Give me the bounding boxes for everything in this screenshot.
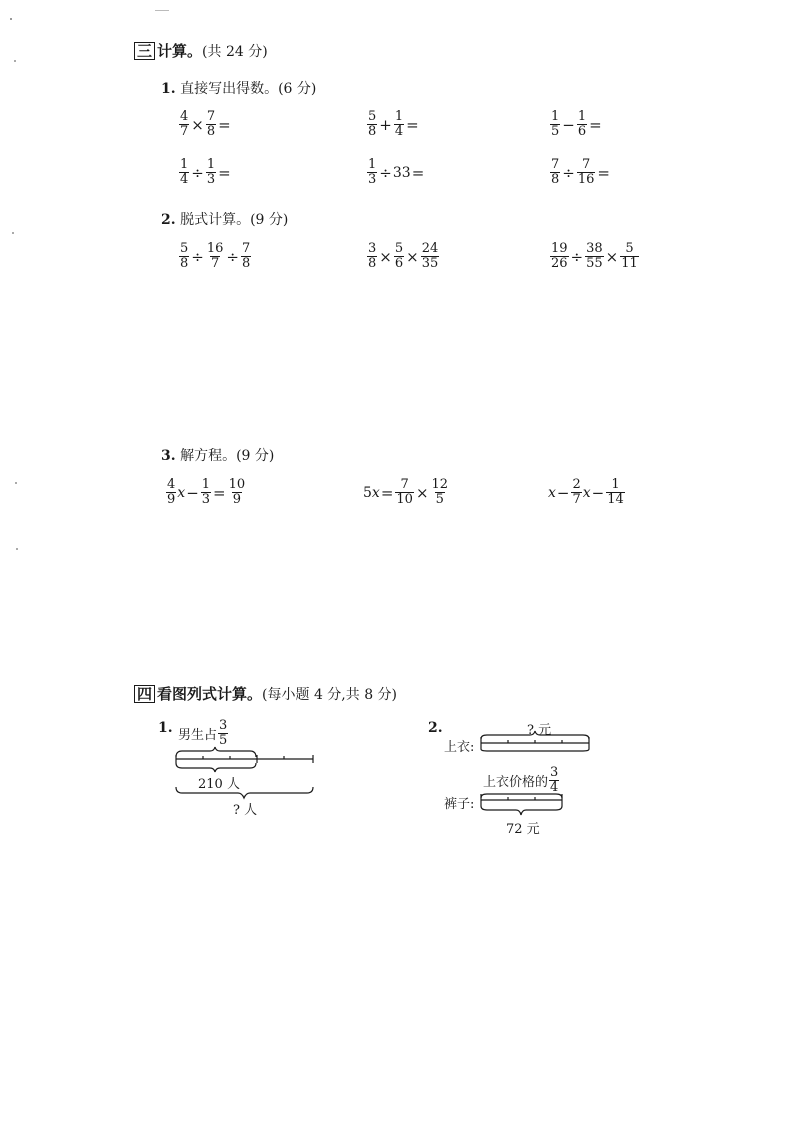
bottom-brace-part xyxy=(176,763,256,772)
equation-2: 5 x = $\frac{7}{10}$ × $\frac{12}{5}$ xyxy=(363,477,449,507)
equation-1: $\frac{4}{9}$ x − $\frac{1}{3}$ = $\frac{10}{9}$ xyxy=(167,477,246,507)
fraction: $\frac{7}{10}$ xyxy=(396,477,413,507)
fraction: $\frac{3}{8}$ xyxy=(368,241,377,271)
q2-item-1: $\frac{5}{8}$ ÷ $\frac{16}{7}$ ÷ $\frac{7}{8}$ xyxy=(180,241,251,271)
problem-1-label xyxy=(178,719,229,748)
fraction: $\frac{7}{16}$ xyxy=(577,157,595,187)
problem-1-number: 1. xyxy=(158,720,173,736)
fraction: $\frac{7}{8}$ xyxy=(206,109,216,139)
coat-bar xyxy=(478,731,598,757)
fraction: $\frac{1}{4}$ xyxy=(180,157,189,187)
q2-item-2: $\frac{3}{8}$ × $\frac{5}{6}$ × $\frac{24}{35}$ xyxy=(368,241,439,271)
pants-price-label: 72 元 xyxy=(506,822,540,837)
fraction: $\frac{1}{3}$ xyxy=(206,157,216,187)
fraction: $\frac{24}{35}$ xyxy=(421,241,439,271)
variable-x: x xyxy=(371,484,380,501)
q3-title xyxy=(161,445,274,465)
q1-item-4: $\frac{1}{4}$ ÷ $\frac{1}{3}$ = xyxy=(180,157,231,187)
fraction: $\frac{1}{3}$ xyxy=(201,477,211,507)
brace-label-210: 210 人 xyxy=(198,777,240,792)
section-3-points: (共 24 分) xyxy=(202,44,268,60)
fraction: $\frac{5}{6}$ xyxy=(394,241,404,271)
fraction: $\frac{3}{5}$ xyxy=(219,718,228,748)
total-people-label: ? 人 xyxy=(233,803,258,818)
price-unknown-label: ? 元 xyxy=(527,723,552,738)
variable-x: x xyxy=(548,484,556,501)
q2-title-text: 脱式计算。(9 分) xyxy=(180,212,289,228)
fraction: $\frac{5}{8}$ xyxy=(180,241,189,271)
fraction: $\frac{4}{9}$ xyxy=(167,477,176,507)
boys-label: 男生占 xyxy=(178,728,218,743)
coefficient: 5 xyxy=(363,484,372,501)
fraction: $\frac{7}{8}$ xyxy=(551,157,560,187)
section-3-heading xyxy=(134,40,268,61)
fraction: $\frac{4}{7}$ xyxy=(180,109,189,139)
q1-item-5: $\frac{1}{3}$ ÷ 33 = xyxy=(368,157,425,187)
fraction: $\frac{1}{5}$ xyxy=(551,109,560,139)
fraction: $\frac{19}{26}$ xyxy=(551,241,568,271)
q1-item-2: $\frac{5}{8}$ + $\frac{1}{4}$ = xyxy=(368,109,419,139)
q3-title-text: 解方程。(9 分) xyxy=(180,448,275,464)
section-4-title: 看图列式计算。 xyxy=(157,685,263,703)
scan-speck xyxy=(155,10,169,11)
fraction: $\frac{1}{4}$ xyxy=(394,109,404,139)
scan-speck xyxy=(14,60,16,62)
scan-speck xyxy=(15,482,17,484)
fraction: $\frac{5}{8}$ xyxy=(368,109,377,139)
fraction: $\frac{10}{9}$ xyxy=(228,477,246,507)
fraction: $\frac{7}{8}$ xyxy=(241,241,251,271)
variable-x: x xyxy=(582,484,591,501)
scan-speck xyxy=(16,548,18,550)
fraction: $\frac{38}{55}$ xyxy=(586,241,603,271)
q1-title xyxy=(161,78,316,98)
q2-number: 2. xyxy=(161,212,176,228)
fraction: $\frac{1}{14}$ xyxy=(607,477,624,507)
pants-label: 裤子: xyxy=(444,797,475,812)
section-3-title: 计算。 xyxy=(157,42,203,60)
coat-price-of-label: 上衣价格的 xyxy=(483,775,549,790)
q3-number: 3. xyxy=(161,448,176,464)
variable-x: x xyxy=(177,484,186,501)
q1-item-1: $\frac{4}{7}$ × $\frac{7}{8}$ = xyxy=(180,109,231,139)
equation-3: x − $\frac{2}{7}$ x − $\frac{1}{14}$ xyxy=(548,477,624,507)
section-4-heading xyxy=(134,683,397,704)
top-brace xyxy=(176,747,256,757)
section-3-number: 三 xyxy=(134,42,155,60)
fraction: $\frac{5}{11}$ xyxy=(621,241,638,271)
fraction: $\frac{1}{6}$ xyxy=(577,109,587,139)
fraction: $\frac{12}{5}$ xyxy=(431,477,449,507)
number: 33 xyxy=(392,164,411,181)
fraction: $\frac{2}{7}$ xyxy=(572,477,581,507)
q2-title xyxy=(161,209,288,229)
fraction: $\frac{16}{7}$ xyxy=(206,241,224,271)
scan-speck xyxy=(12,232,14,234)
fraction: $\frac{3}{4}$ xyxy=(550,765,559,795)
scan-speck xyxy=(10,18,12,20)
coat-label: 上衣: xyxy=(444,740,475,755)
q1-number: 1. xyxy=(161,81,176,97)
q2-item-3: $\frac{19}{26}$ ÷ $\frac{38}{55}$ × $\frac{5}{11}$ xyxy=(551,241,638,271)
problem-2-number: 2. xyxy=(428,720,443,736)
q1-item-6: $\frac{7}{8}$ ÷ $\frac{7}{16}$ = xyxy=(551,157,610,187)
section-4-number: 四 xyxy=(134,685,155,703)
section-4-points: (每小题 4 分,共 8 分) xyxy=(262,687,398,703)
pants-bar xyxy=(478,788,598,820)
q1-item-3: $\frac{1}{5}$ − $\frac{1}{6}$ = xyxy=(551,109,602,139)
fraction: $\frac{1}{3}$ xyxy=(368,157,377,187)
q1-title-text: 直接写出得数。(6 分) xyxy=(180,81,317,97)
